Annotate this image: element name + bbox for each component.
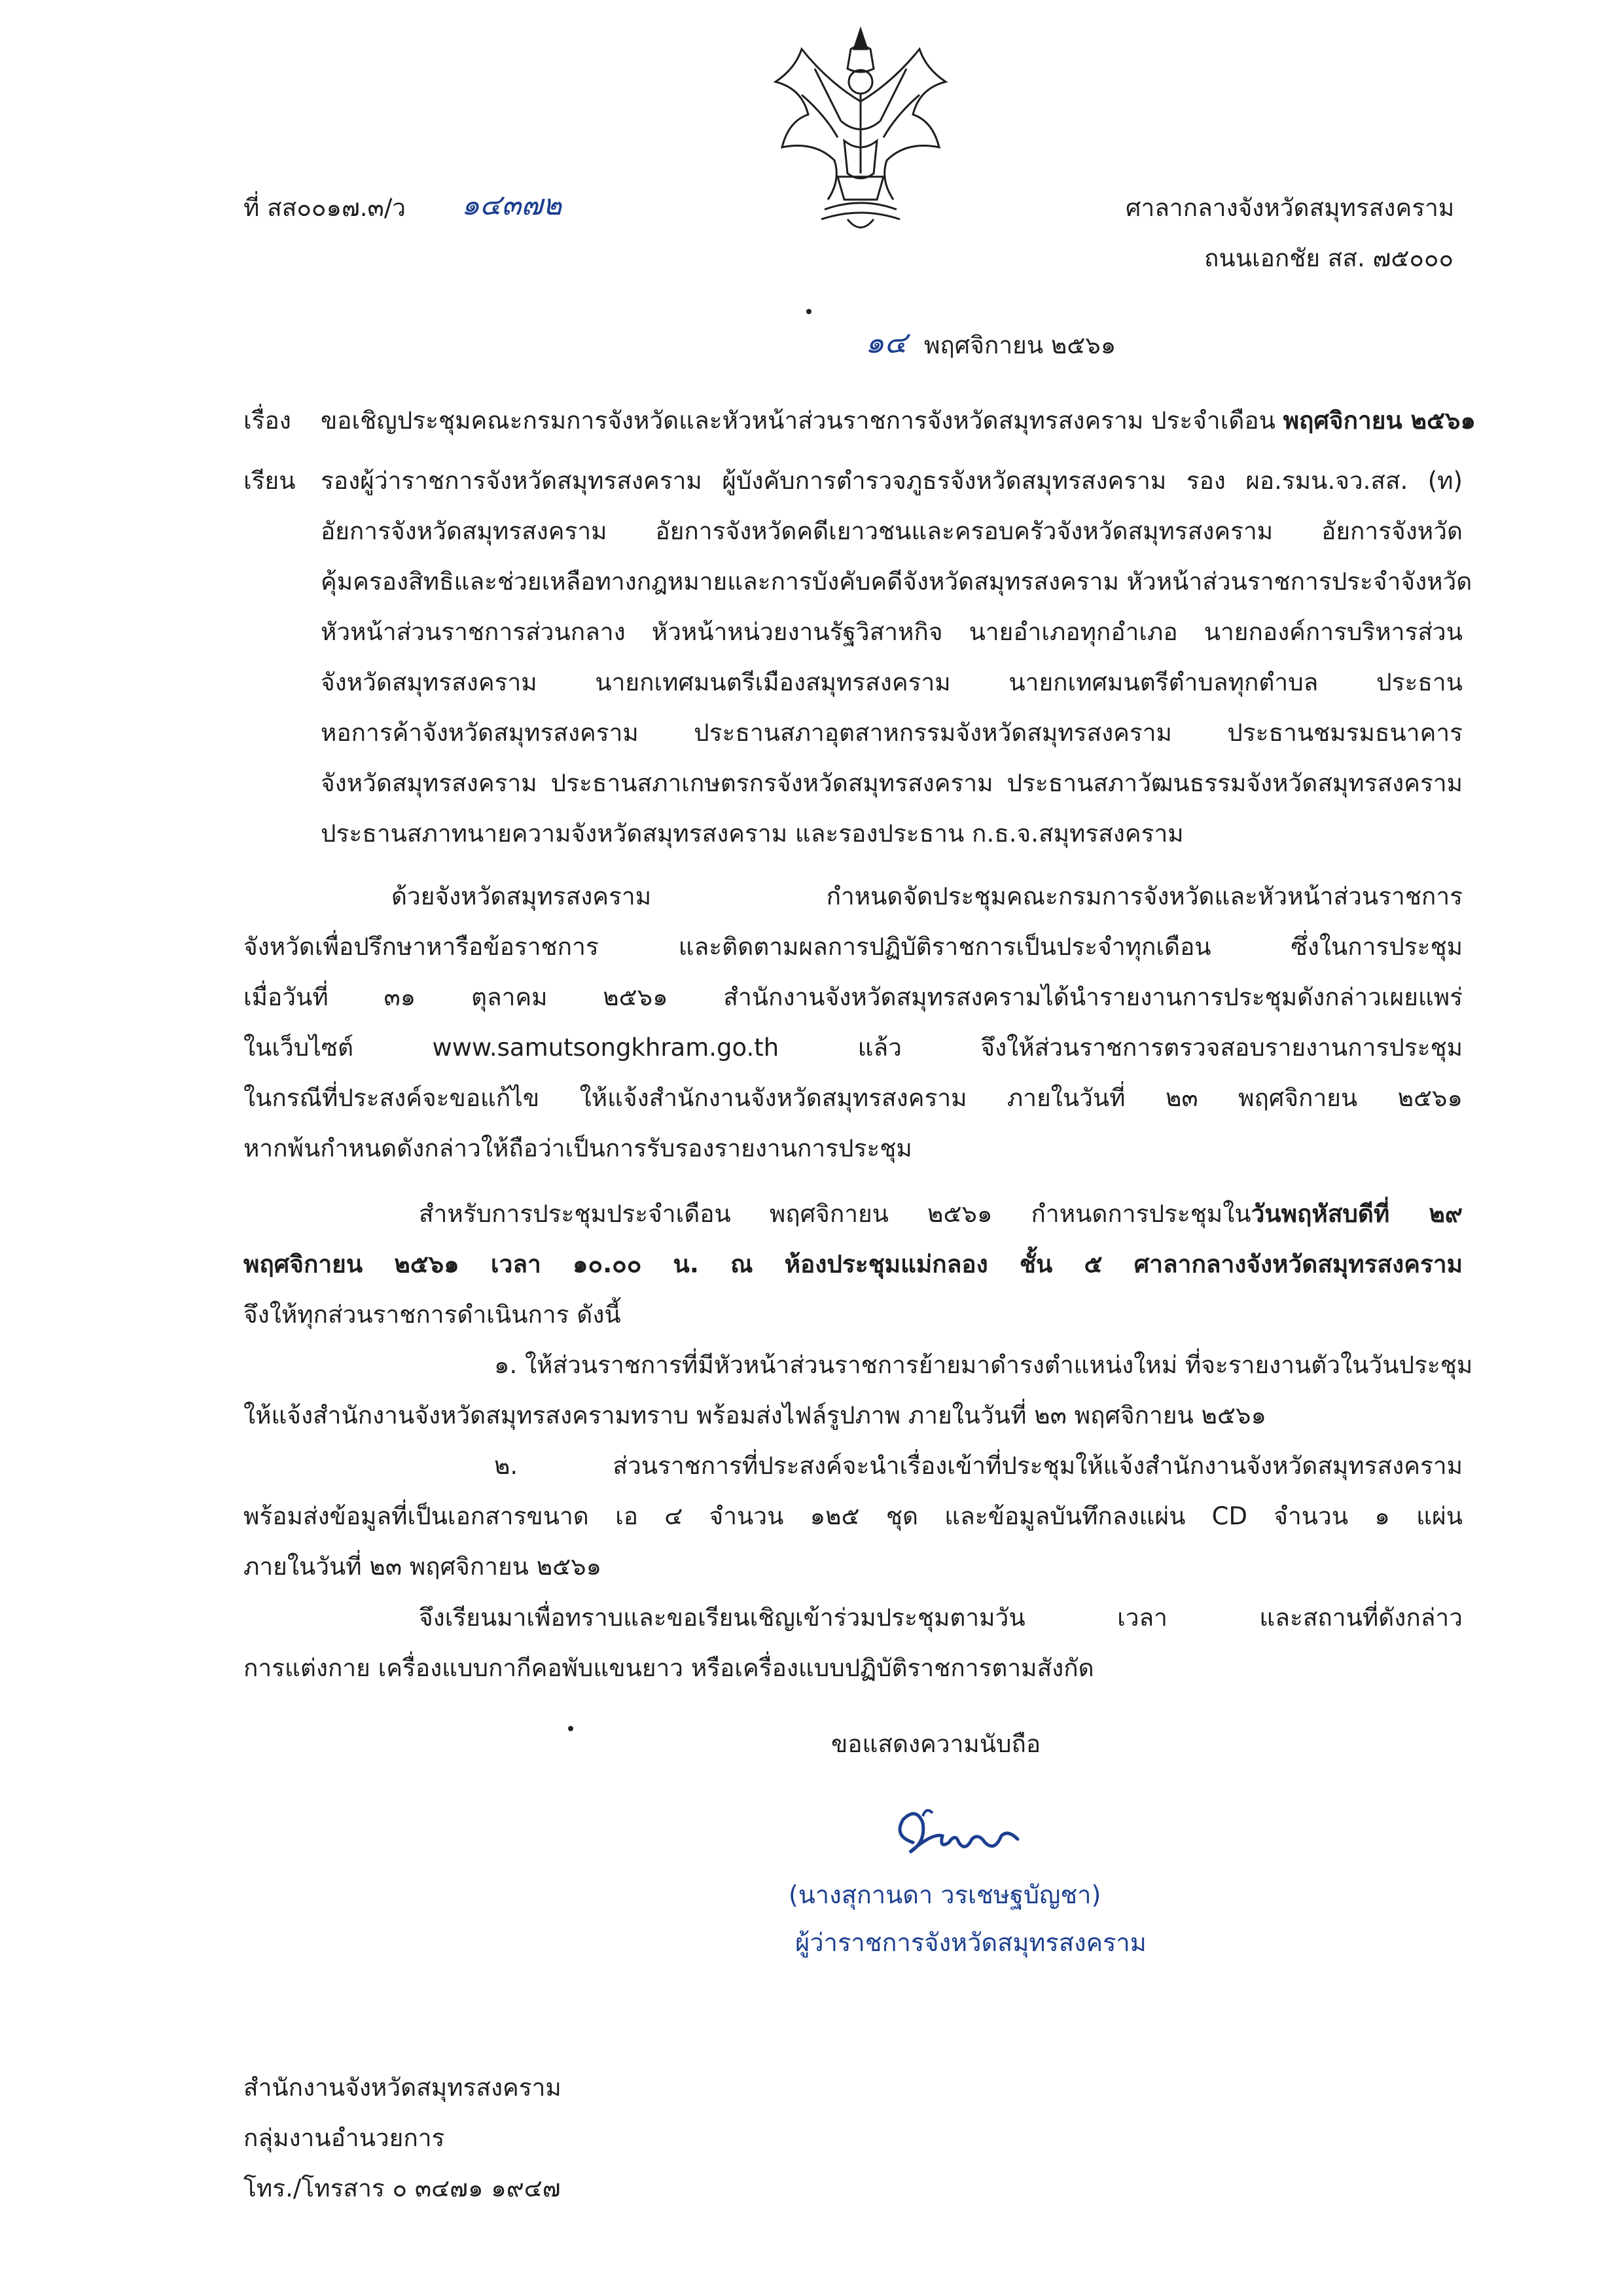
- paragraph-line: ในเว็บไซต์ www.samutsongkhram.go.th แล้ว จึงให้ส่วนราชการตรวจสอบรายงานการประชุม: [243, 1033, 1463, 1062]
- subject-text: ขอเชิญประชุมคณะกรมการจังหวัดและหัวหน้าส่วนราชการจังหวัดสมุทรสงคราม ประจำเดือน: [321, 406, 1275, 435]
- instruction-item-1: ๑. ให้ส่วนราชการที่มีหัวหน้าส่วนราชการย้ายมาดำรงตำแหน่งใหม่ ที่จะรายงานตัวในวันประชุม: [494, 1351, 1473, 1379]
- addressee-label: เรียน: [243, 467, 296, 495]
- footer-phone: โทร./โทรสาร ๐ ๓๔๗๑ ๑๙๔๗: [243, 2174, 561, 2202]
- addressee-line: คุ้มครองสิทธิและช่วยเหลือทางกฎหมายและการบังคับคดีจังหวัดสมุทรสงคราม หัวหน้าส่วนราชการประจำจังหวัด: [321, 567, 1472, 596]
- signer-position: ผู้ว่าราชการจังหวัดสมุทรสงคราม: [795, 1928, 1147, 1957]
- paragraph-line: เมื่อวันที่ ๓๑ ตุลาคม ๒๕๖๑ สำนักงานจังหวัดสมุทรสงครามได้นำรายงานการประชุมดังกล่าวเผยแพร่: [243, 983, 1463, 1011]
- footer-division: กลุ่มงานอำนวยการ: [243, 2124, 445, 2152]
- addressee-line: อัยการจังหวัดสมุทรสงคราม อัยการจังหวัดคดีเยาวชนและครอบครัวจังหวัดสมุทรสงคราม อัยการจังหวัด: [321, 517, 1463, 545]
- office-address-line2: ถนนเอกชัย สส. ๗๕๐๐๐: [1204, 244, 1454, 272]
- addressee-line: ประธานสภาทนายความจังหวัดสมุทรสงคราม และรองประธาน ก.ธ.จ.สมุทรสงคราม: [321, 819, 1184, 848]
- date-day-handwritten: ๑๔: [865, 325, 908, 360]
- subject-month: พฤศจิกายน ๒๕๖๑: [1283, 406, 1476, 435]
- scan-dot: [568, 1726, 573, 1731]
- instruction-item-2-cont: พร้อมส่งข้อมูลที่เป็นเอกสารขนาด เอ ๔ จำนวน ๑๒๕ ชุด และข้อมูลบันทึกลงแผ่น CD จำนวน ๑ แผ่น: [243, 1502, 1463, 1530]
- instruction-item-1-cont: ให้แจ้งสำนักงานจังหวัดสมุทรสงครามทราบ พร้อมส่งไฟล์รูปภาพ ภายในวันที่ ๒๓ พฤศจิกายน ๒๕๖๑: [243, 1401, 1266, 1429]
- addressee-line: หัวหน้าส่วนราชการส่วนกลาง หัวหน้าหน่วยงานรัฐวิสาหกิจ นายอำเภอทุกอำเภอ นายกองค์การบริหารส่วน: [321, 618, 1463, 646]
- addressee-line: จังหวัดสมุทรสงคราม นายกเทศมนตรีเมืองสมุทรสงคราม นายกเทศมนตรีตำบลทุกตำบล ประธาน: [321, 668, 1463, 696]
- doc-number-handwritten: ๑๔๓๗๒: [461, 188, 562, 222]
- addressee-line: หอการค้าจังหวัดสมุทรสงคราม ประธานสภาอุตสาหกรรมจังหวัดสมุทรสงคราม ประธานชมรมธนาคาร: [321, 719, 1463, 747]
- subject-label: เรื่อง: [243, 406, 291, 435]
- doc-number-prefix: ที่ สส๐๐๑๗.๓/ว: [243, 194, 406, 222]
- date-month-year: พฤศจิกายน ๒๕๖๑: [924, 331, 1116, 359]
- scan-dot: [806, 309, 812, 314]
- paragraph-line: ในกรณีที่ประสงค์จะขอแก้ไข ให้แจ้งสำนักงานจังหวัดสมุทรสงคราม ภายในวันที่ ๒๓ พฤศจิกายน ๒๕๖๑: [243, 1084, 1463, 1112]
- closing-line: การแต่งกาย เครื่องแบบกากีคอพับแขนยาว หรือเครื่องแบบปฏิบัติราชการตามสังกัด: [243, 1654, 1094, 1682]
- meeting-intro: สำหรับการประชุมประจำเดือน พฤศจิกายน ๒๕๖๑ กำหนดการประชุมใน: [419, 1200, 1251, 1228]
- instruction-item-2-cont: ภายในวันที่ ๒๓ พฤศจิกายน ๒๕๖๑: [243, 1552, 602, 1581]
- addressee-line: รองผู้ว่าราชการจังหวัดสมุทรสงคราม ผู้บังคับการตำรวจภูธรจังหวัดสมุทรสงคราม รอง ผอ.รมน.จว.สส. (ท): [321, 467, 1463, 495]
- garuda-emblem: [762, 23, 959, 239]
- closing-line: จึงเรียนมาเพื่อทราบและขอเรียนเชิญเข้าร่วมประชุมตามวัน เวลา และสถานที่ดังกล่าว: [419, 1604, 1463, 1632]
- meeting-date-line: [419, 1201, 1463, 1228]
- office-address-line1: ศาลากลางจังหวัดสมุทรสงคราม: [1126, 194, 1455, 222]
- instruction-item-2: ๒. ส่วนราชการที่ประสงค์จะนำเรื่องเข้าที่ประชุมให้แจ้งสำนักงานจังหวัดสมุทรสงคราม: [494, 1452, 1463, 1480]
- addressee-line: จังหวัดสมุทรสงคราม ประธานสภาเกษตรกรจังหวัดสมุทรสงคราม ประธานสภาวัฒนธรรมจังหวัดสมุทรสงคราม: [321, 769, 1463, 797]
- meeting-time-place: พฤศจิกายน ๒๕๖๑ เวลา ๑๐.๐๐ น. ณ ห้องประชุมแม่กลอง ชั้น ๕ ศาลากลางจังหวัดสมุทรสงคราม: [243, 1250, 1463, 1278]
- meeting-day: วันพฤหัสบดีที่ ๒๙: [1251, 1200, 1463, 1228]
- subject-line: [321, 406, 1476, 435]
- paragraph-line: หากพ้นกำหนดดังกล่าวให้ถือว่าเป็นการรับรองรายงานการประชุม: [243, 1134, 912, 1162]
- footer-office: สำนักงานจังหวัดสมุทรสงคราม: [243, 2073, 562, 2102]
- regards: ขอแสดงความนับถือ: [831, 1730, 1041, 1758]
- handwritten-signature: [887, 1797, 1037, 1869]
- paragraph-line: จังหวัดเพื่อปรึกษาหารือข้อราชการ และติดตามผลการปฏิบัติราชการเป็นประจำทุกเดือน ซึ่งในการประชุม: [243, 933, 1463, 961]
- meeting-instruction: จึงให้ทุกส่วนราชการดำเนินการ ดังนี้: [243, 1300, 621, 1329]
- signer-name: (นางสุกานดา วรเชษฐบัญชา): [789, 1880, 1101, 1909]
- paragraph-line: ด้วยจังหวัดสมุทรสงคราม กำหนดจัดประชุมคณะกรมการจังหวัดและหัวหน้าส่วนราชการ: [391, 882, 1463, 910]
